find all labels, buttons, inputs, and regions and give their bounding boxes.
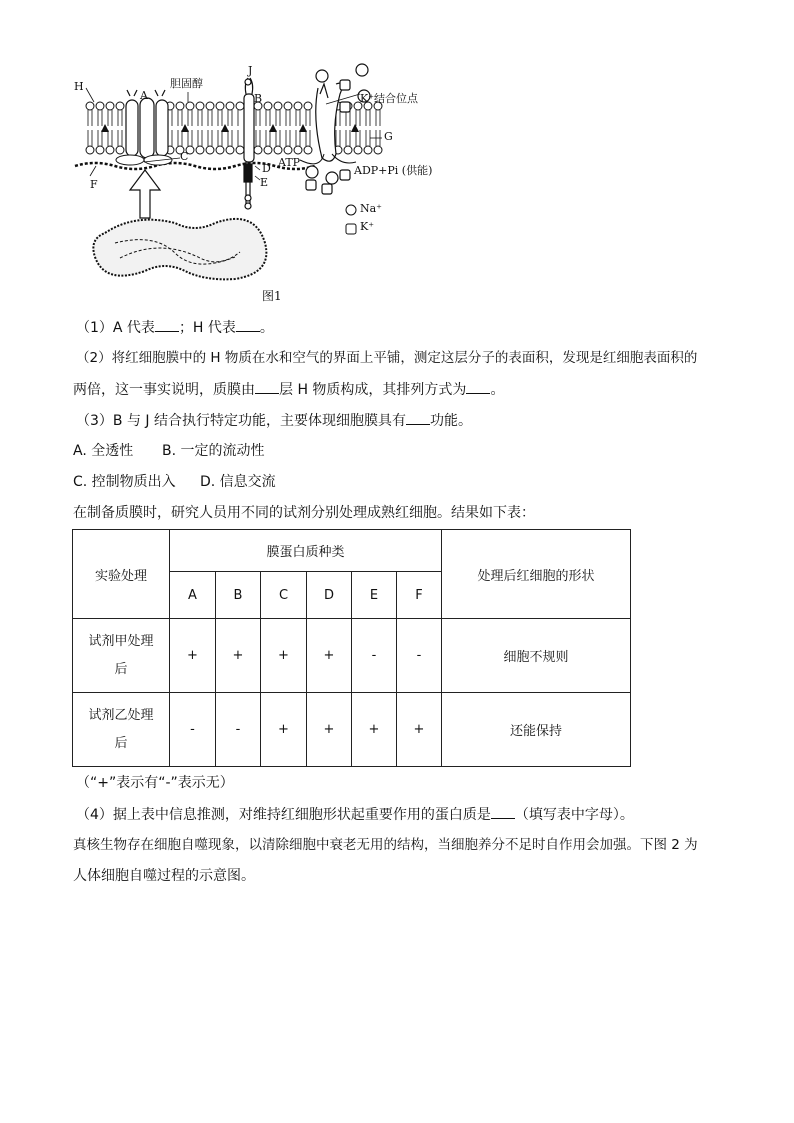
- option-c: C. 控制物质出入: [73, 474, 176, 490]
- paragraph-line2: 人体细胞自噬过程的示意图。: [73, 868, 255, 884]
- table-cell: +: [397, 693, 442, 767]
- label-d: D: [262, 162, 271, 175]
- label-f: F: [90, 178, 98, 191]
- option-b: B. 一定的流动性: [162, 443, 265, 459]
- answer-blank[interactable]: [466, 379, 490, 394]
- header-shape: 处理后红细胞的形状: [442, 530, 631, 619]
- table-cell: -: [216, 693, 261, 767]
- header-treatment: 实验处理: [73, 530, 170, 619]
- label-cholesterol: 胆固醇: [170, 77, 203, 90]
- label-a: A: [140, 89, 148, 102]
- label-e: E: [260, 176, 269, 189]
- zoom-arrow: [130, 170, 160, 218]
- label-g: G: [384, 130, 393, 143]
- option-d: D. 信息交流: [200, 474, 276, 490]
- table-cell: +: [352, 693, 397, 767]
- answer-blank[interactable]: [255, 379, 279, 394]
- question-2-line1: （2）将红细胞膜中的 H 物质在水和空气的界面上平铺，测定这层分子的表面积，发现是红细胞表面积的: [76, 350, 698, 366]
- label-k-site: K⁺结合位点: [360, 92, 419, 105]
- answer-blank[interactable]: [491, 804, 515, 819]
- table-cell: +: [261, 693, 307, 767]
- paragraph-line1: 真核生物存在细胞自噬现象，以清除细胞中衰老无用的结构，当细胞养分不足时自作用会加强。下图 2 为: [73, 837, 698, 853]
- question-3: （3）B 与 J 结合执行特定功能，主要体现细胞膜具有 功能。: [76, 410, 472, 431]
- answer-blank[interactable]: [155, 317, 179, 332]
- table-cell: -: [170, 693, 216, 767]
- protein-col-b: B: [216, 572, 261, 619]
- label-h: H: [74, 80, 84, 93]
- protein-table: [72, 529, 631, 767]
- table-row: [73, 693, 631, 767]
- table-cell: +: [261, 619, 307, 693]
- figure-caption: 图1: [262, 289, 282, 303]
- label-atp: ATP: [278, 156, 301, 169]
- protein-col-c: C: [261, 572, 307, 619]
- table-cell: +: [216, 619, 261, 693]
- row-label: 试剂乙处理 后: [73, 693, 170, 767]
- label-adp: ADP+Pi (供能): [354, 164, 433, 177]
- answer-blank[interactable]: [406, 410, 430, 425]
- label-k: K⁺: [360, 220, 375, 233]
- membrane-figure: [70, 58, 450, 308]
- protein-b: [244, 78, 254, 209]
- legend-na-circle: [346, 205, 356, 215]
- table-cell: -: [397, 619, 442, 693]
- label-na: Na⁺: [360, 202, 382, 215]
- protein-col-e: E: [352, 572, 397, 619]
- shape-cell: 细胞不规则: [442, 619, 631, 693]
- legend-k-square: [346, 224, 356, 234]
- table-cell: -: [352, 619, 397, 693]
- option-a: A. 全透性: [73, 443, 134, 459]
- answer-blank[interactable]: [236, 317, 260, 332]
- table-cell: +: [307, 619, 352, 693]
- table-cell: +: [307, 693, 352, 767]
- label-j: J: [248, 64, 253, 77]
- table-note: （“+”表示有“-”表示无）: [76, 775, 234, 791]
- table-intro: 在制备质膜时，研究人员用不同的试剂分别处理成熟红细胞。结果如下表：: [73, 505, 535, 521]
- row-label: 试剂甲处理 后: [73, 619, 170, 693]
- protein-col-f: F: [397, 572, 442, 619]
- protein-col-a: A: [170, 572, 216, 619]
- red-blood-cell: [93, 219, 266, 279]
- question-1: （1）A 代表 ；H 代表 。: [76, 317, 274, 338]
- protein-col-d: D: [307, 572, 352, 619]
- header-proteins: 膜蛋白质种类: [170, 530, 442, 572]
- label-b: B: [254, 92, 263, 105]
- table-row: [73, 619, 631, 693]
- question-2-line2: 两倍，这一事实说明，质膜由 层 H 物质构成，其排列方式为 。: [73, 379, 504, 400]
- label-c: C: [180, 150, 189, 163]
- shape-cell: 还能保持: [442, 693, 631, 767]
- table-cell: +: [170, 619, 216, 693]
- question-4: （4）据上表中信息推测，对维持红细胞形状起重要作用的蛋白质是 （填写表中字母）。: [76, 804, 634, 825]
